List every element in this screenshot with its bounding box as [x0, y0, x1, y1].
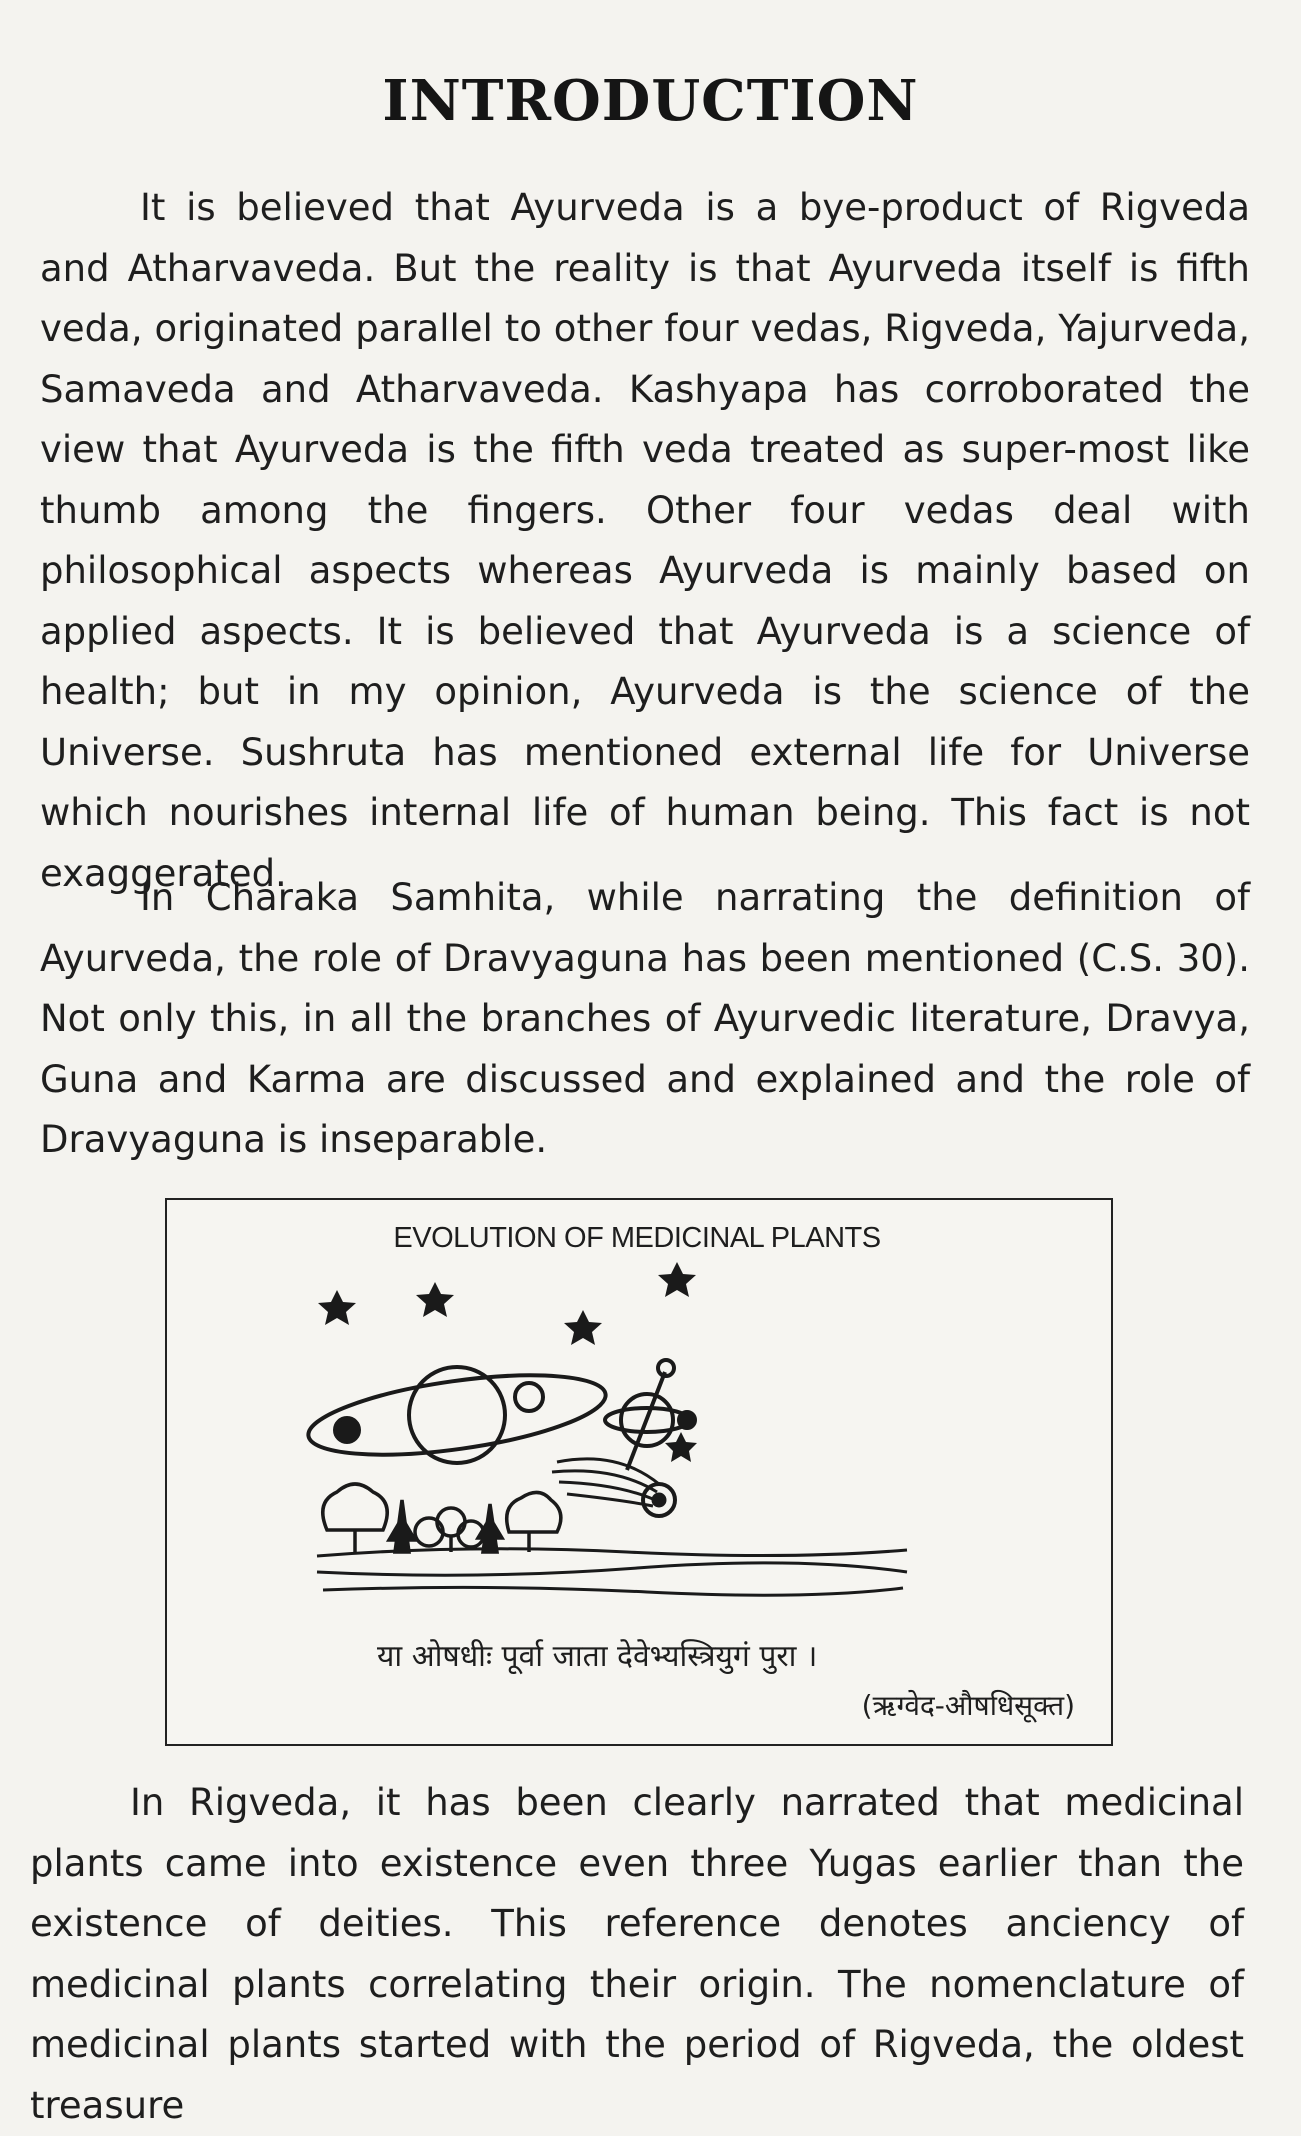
comet-icon	[552, 1459, 675, 1516]
paragraph-1: It is believed that Ayurveda is a bye-product of Rigveda and Atharvaveda. But the reality is that Ayurveda itself is fifth veda, originated parallel to other four vedas, Rigveda, Yajurveda, Samaveda and Atharvaveda. Kashyapa has corroborated the view that Ayurveda is the fifth veda treated as super-most like thumb among the fingers. Other four vedas deal with philosophical aspects whereas Ayurveda is mainly based on applied aspects. It is believed that Ayurveda is a science of health; but in my opinion, Ayurveda is the science of the Universe. Sushruta has mentioned external life for Universe which nourishes internal life of human being. This fact is not exaggerated.	[40, 186, 1250, 895]
trees-icon	[323, 1484, 561, 1552]
pine-tree-icon	[389, 1500, 415, 1552]
figure-evolution-of-medicinal-plants	[165, 1198, 1113, 1746]
star-icon	[658, 1262, 696, 1297]
star-icon	[665, 1432, 697, 1462]
planet-icon	[304, 1360, 611, 1469]
star-icon	[318, 1290, 356, 1325]
paragraph-3: In Rigveda, it has been clearly narrated that medicinal plants came into existence even three Yugas earlier than the existence of deities. This reference denotes anciency of medicinal plants correlating their origin. The nomenclature of medicinal plants started with the period of Rigveda, the oldest treasure	[30, 1781, 1244, 2127]
star-icon	[564, 1310, 602, 1345]
figure-source: (ऋग्वेद-औषधिसूक्त)	[861, 1689, 1075, 1722]
round-tree-icon	[323, 1484, 387, 1552]
ground-lines	[317, 1549, 907, 1595]
bushy-tree-icon	[415, 1508, 484, 1552]
figure-sanskrit-verse: या ओषधीः पूर्वा जाता देवेभ्यस्त्रियुगं पुरा ।	[377, 1639, 818, 1674]
page-title: INTRODUCTION	[382, 68, 919, 134]
star-icon	[416, 1282, 454, 1317]
figure-title: EVOLUTION OF MEDICINAL PLANTS	[393, 1222, 881, 1254]
round-tree-icon	[507, 1492, 561, 1552]
paragraph-2: In Charaka Samhita, while narrating the definition of Ayurveda, the role of Dravyaguna has been mentioned (C.S. 30). Not only this, in all the branches of Ayurvedic literature, Dravya, Guna and Karma are discussed and explained and the role of Dravyaguna is inseparable.	[40, 876, 1250, 1161]
